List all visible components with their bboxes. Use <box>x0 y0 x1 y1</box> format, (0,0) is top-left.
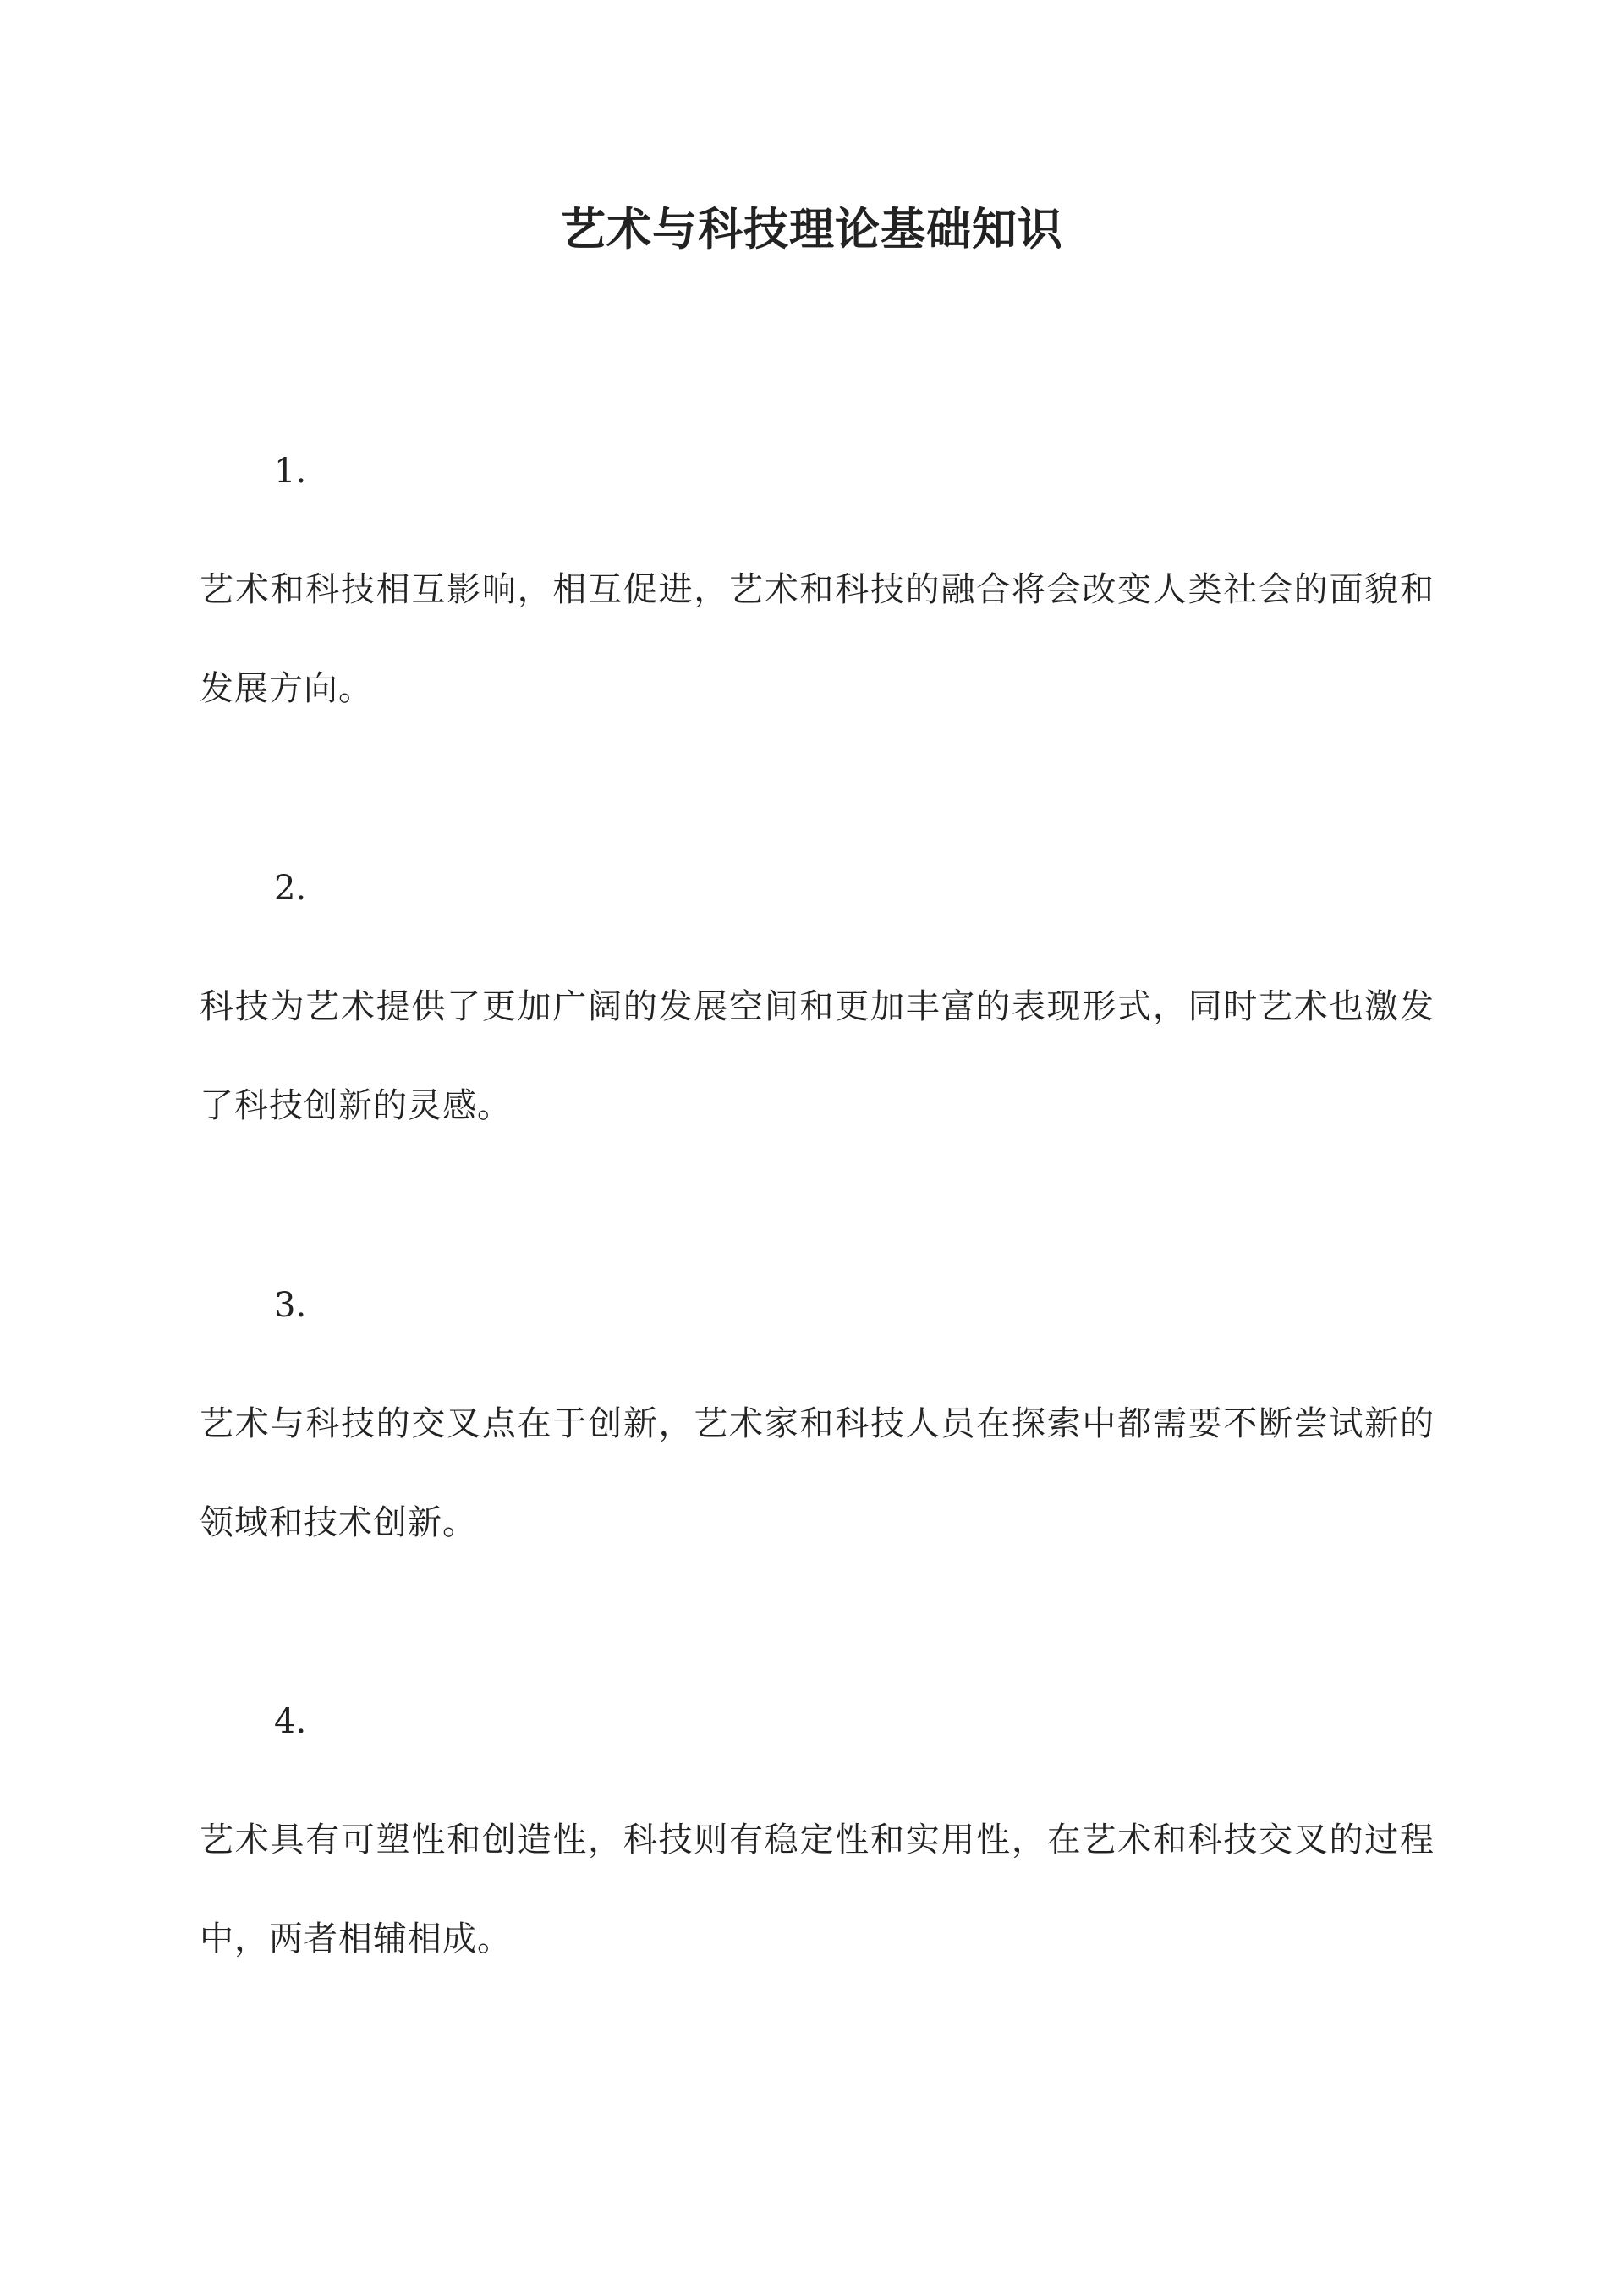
section-number: 3. <box>274 1286 307 1325</box>
document-title: 艺术与科技理论基础知识 <box>561 203 1063 255</box>
section-paragraph: 艺术和科技相互影响，相互促进，艺术和科技的融合将会改变人类社会的面貌和发展方向。 <box>200 570 1435 708</box>
section-paragraph: 艺术与科技的交叉点在于创新，艺术家和科技人员在探索中都需要不断尝试新的领域和技术创新。 <box>200 1404 1435 1542</box>
section-number: 2. <box>274 869 307 908</box>
section-number: 4. <box>274 1702 307 1741</box>
section-paragraph: 科技为艺术提供了更加广阔的发展空间和更加丰富的表现形式，同时艺术也激发了科技创新的灵感。 <box>200 987 1435 1125</box>
section-paragraph: 艺术具有可塑性和创造性，科技则有稳定性和实用性，在艺术和科技交叉的过程中，两者相辅相成。 <box>200 1821 1435 1958</box>
section-number: 1. <box>274 452 307 491</box>
